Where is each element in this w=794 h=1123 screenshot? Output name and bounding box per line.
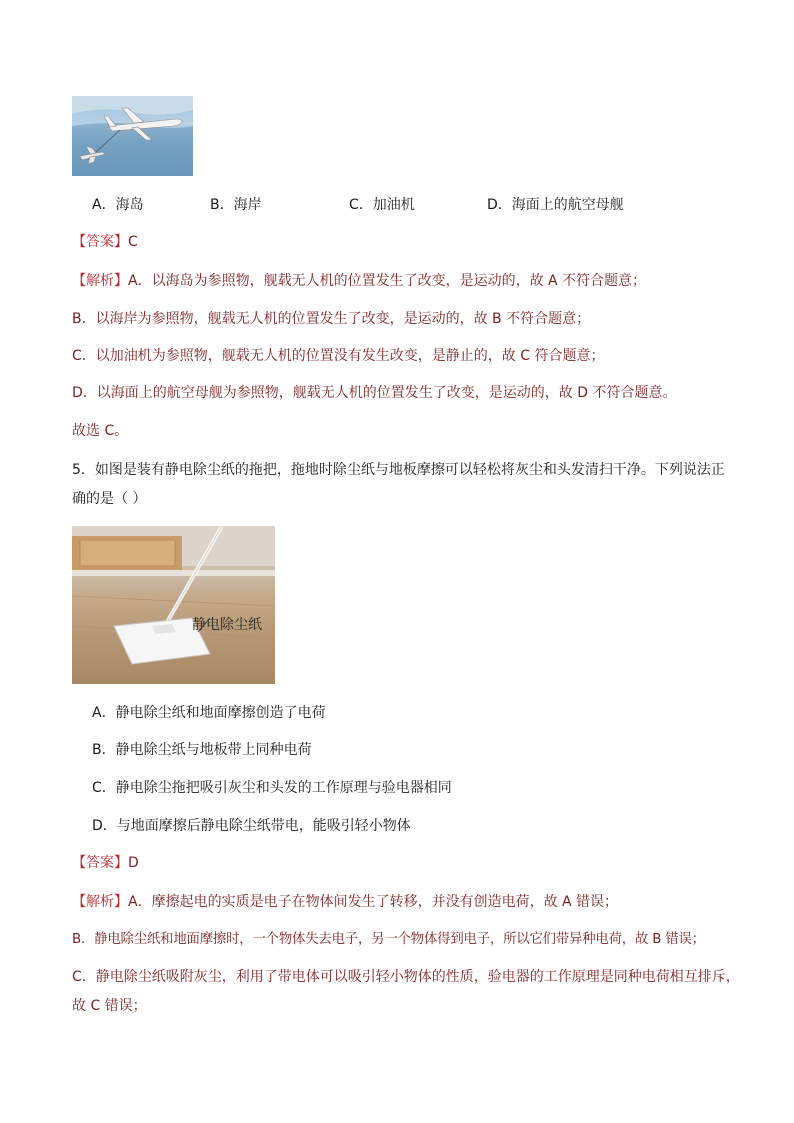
q4-option-b: B．海岸 (210, 197, 262, 213)
q5-option-c: C．静电除尘拖把吸引灰尘和头发的工作原理与验电器相同 (92, 780, 452, 796)
q5-stem-line-2: 确的是（ ） (72, 491, 147, 507)
mop-image-caption: 静电除尘纸 (192, 617, 262, 633)
q5-option-a: A．静电除尘纸和地面摩擦创造了电荷 (92, 705, 326, 721)
q4-analysis-line-4: D．以海面上的航空母舰为参照物，舰载无人机的位置发生了改变，是运动的，故 D 不符合题意。 (72, 385, 677, 401)
q4-answer-value: C (128, 234, 138, 250)
static-mop-image (72, 526, 275, 684)
q4-analysis-text-1: A．以海岛为参照物，舰载无人机的位置发生了改变，是运动的，故 A 不符合题意； (128, 273, 647, 289)
q5-analysis-tag: 【解析】 (72, 894, 128, 910)
q5-option-d: D．与地面摩擦后静电除尘纸带电，能吸引轻小物体 (92, 818, 411, 834)
q5-stem-line-1: 5．如图是装有静电除尘纸的拖把，拖地时除尘纸与地板摩擦可以轻松将灰尘和头发清扫干净。下列说法正 (72, 462, 725, 478)
q5-analysis-line-1 (72, 892, 618, 912)
mop-illustration (72, 526, 275, 684)
q5-analysis-line-3: C．静电除尘纸吸附灰尘，利用了带电体可以吸引轻小物体的性质，验电器的工作原理是同种电荷相互排斥， (72, 969, 740, 985)
q4-option-c: C．加油机 (349, 197, 415, 213)
aircraft-illustration (72, 96, 193, 176)
q4-analysis-tag: 【解析】 (72, 273, 128, 289)
refueling-aircraft-image (72, 96, 193, 176)
q5-analysis-text-1: A．摩擦起电的实质是电子在物体间发生了转移，并没有创造电荷，故 A 错误； (128, 894, 619, 910)
q4-answer-tag: 【答案】 (72, 234, 128, 250)
q5-analysis-line-4: 故 C 错误； (72, 998, 147, 1014)
q4-option-d: D．海面上的航空母舰 (487, 197, 624, 213)
q5-option-b: B．静电除尘纸与地板带上同种电荷 (92, 742, 312, 758)
q4-answer (72, 232, 138, 252)
q5-analysis-line-2: B．静电除尘纸和地面摩擦时，一个物体失去电子，另一个物体得到电子，所以它们带异种电荷，故 B 错误； (72, 932, 705, 947)
q4-analysis-line-2: B．以海岸为参照物，舰载无人机的位置发生了改变，是运动的，故 B 不符合题意； (72, 311, 591, 327)
q5-answer (72, 853, 139, 873)
q4-conclusion: 故选 C。 (72, 423, 129, 439)
q4-analysis-line-1 (72, 271, 646, 291)
q5-answer-tag: 【答案】 (72, 855, 128, 871)
q4-analysis-line-3: C．以加油机为参照物，舰载无人机的位置没有发生改变，是静止的，故 C 符合题意； (72, 348, 605, 364)
q5-answer-value: D (128, 855, 139, 871)
q4-option-a: A．海岛 (92, 197, 144, 213)
